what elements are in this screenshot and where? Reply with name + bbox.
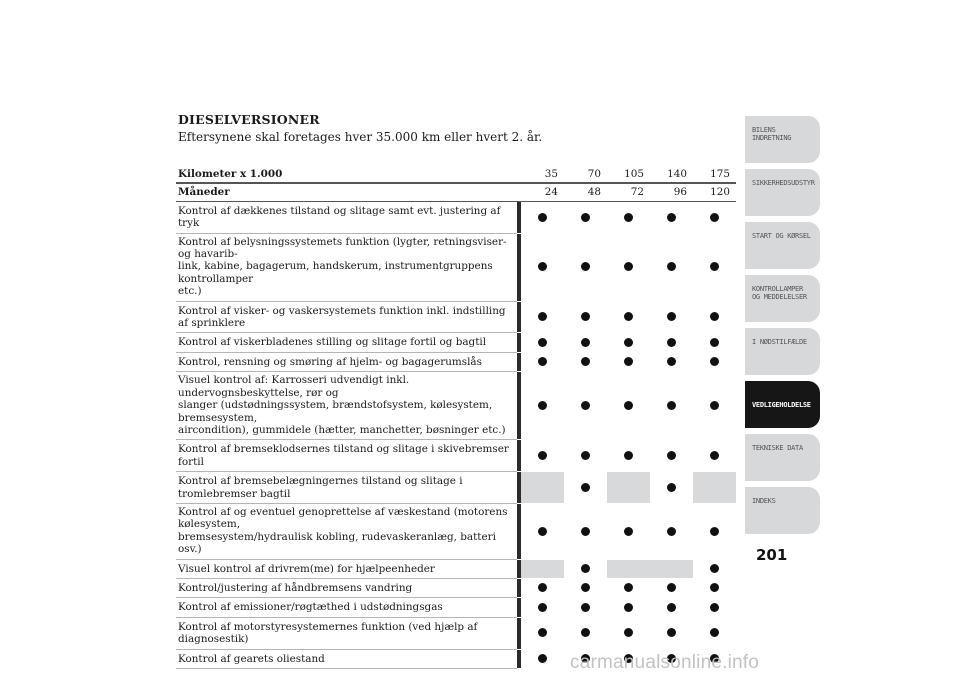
service-mark-cell bbox=[650, 578, 693, 597]
bullet-icon bbox=[667, 213, 676, 222]
service-mark-cell bbox=[693, 617, 736, 649]
service-mark-cell bbox=[521, 233, 564, 301]
table-row bbox=[176, 598, 736, 617]
service-mark-cell bbox=[521, 352, 564, 371]
bullet-icon bbox=[581, 312, 590, 321]
bullet-icon bbox=[581, 357, 590, 366]
bullet-icon bbox=[624, 451, 633, 460]
service-mark-cell bbox=[650, 472, 693, 504]
bullet-icon bbox=[667, 628, 676, 637]
service-mark-cell bbox=[650, 372, 693, 440]
header-value: 70 bbox=[564, 166, 607, 183]
bullet-icon bbox=[624, 262, 633, 271]
service-mark-cell bbox=[650, 598, 693, 617]
task-label: Kontrol af visker- og vaskersystemets funktion inkl. indstilling af sprinklere bbox=[176, 301, 517, 333]
header-value: 96 bbox=[650, 183, 693, 201]
bullet-icon bbox=[538, 312, 547, 321]
bullet-icon bbox=[624, 527, 633, 536]
page-number: 201 bbox=[756, 546, 788, 564]
header-row-kilometers bbox=[176, 166, 736, 183]
service-mark-cell bbox=[564, 201, 607, 233]
task-label: Visuel kontrol af: Karrosseri udvendigt inkl. undervognsbeskyttelse, rør og slanger (udstødningssystem, brændstofsystem, kølesystem, bremsesystem, aircondition), gummidele (hætter, manchetter, bøsninger etc.) bbox=[176, 372, 517, 440]
bullet-icon bbox=[538, 583, 547, 592]
bullet-icon bbox=[581, 483, 590, 492]
bullet-icon bbox=[667, 451, 676, 460]
table-row bbox=[176, 372, 736, 440]
service-mark-cell bbox=[521, 372, 564, 440]
header-row-months bbox=[176, 183, 736, 201]
bullet-icon bbox=[538, 357, 547, 366]
table-row bbox=[176, 233, 736, 301]
service-mark-cell bbox=[693, 578, 736, 597]
header-value: 105 bbox=[607, 166, 650, 183]
service-mark-cell bbox=[693, 333, 736, 352]
service-mark-cell bbox=[607, 503, 650, 559]
table-row bbox=[176, 352, 736, 371]
bullet-icon bbox=[667, 357, 676, 366]
header-value: 48 bbox=[564, 183, 607, 201]
bullet-icon bbox=[624, 401, 633, 410]
task-label: Kontrol af bremsebelægningernes tilstand og slitage i tromlebremser bagtil bbox=[176, 472, 517, 504]
bullet-icon bbox=[538, 401, 547, 410]
bullet-icon bbox=[667, 603, 676, 612]
chapter-tab-5[interactable]: I NØDSTILFÆLDE bbox=[745, 328, 820, 375]
task-label: Kontrol af og eventuel genoprettelse af væskestand (motorens kølesystem, bremsesystem/hydraulisk kobling, rudevaskeranlæg, batteri osv.) bbox=[176, 503, 517, 559]
service-mark-cell bbox=[521, 301, 564, 333]
service-mark-cell bbox=[564, 440, 607, 472]
empty-mark-cell bbox=[521, 559, 564, 578]
bullet-icon bbox=[667, 262, 676, 271]
maintenance-schedule-table bbox=[176, 166, 736, 669]
service-mark-cell bbox=[607, 372, 650, 440]
service-mark-cell bbox=[521, 649, 564, 668]
service-mark-cell bbox=[650, 333, 693, 352]
bullet-icon bbox=[710, 527, 719, 536]
task-label: Kontrol af emissioner/røgtæthed i udstødningsgas bbox=[176, 598, 517, 617]
service-mark-cell bbox=[564, 559, 607, 578]
bullet-icon bbox=[581, 338, 590, 347]
bullet-icon bbox=[581, 262, 590, 271]
bullet-icon bbox=[624, 583, 633, 592]
chapter-tabs bbox=[745, 116, 820, 540]
bullet-icon bbox=[710, 262, 719, 271]
section-subheading: Eftersynene skal foretages hver 35.000 km eller hvert 2. år. bbox=[178, 130, 543, 144]
service-mark-cell bbox=[693, 440, 736, 472]
bullet-icon bbox=[710, 451, 719, 460]
chapter-tab-7[interactable]: TEKNISKE DATA bbox=[745, 434, 820, 481]
header-value: 24 bbox=[521, 183, 564, 201]
empty-mark-cell bbox=[607, 559, 650, 578]
service-mark-cell bbox=[607, 578, 650, 597]
bullet-icon bbox=[667, 483, 676, 492]
bullet-icon bbox=[581, 628, 590, 637]
bullet-icon bbox=[667, 527, 676, 536]
bullet-icon bbox=[581, 213, 590, 222]
service-mark-cell bbox=[607, 201, 650, 233]
service-mark-cell bbox=[521, 440, 564, 472]
task-label: Kontrol af belysningssystemets funktion (lygter, retningsviser- og havarib- link, kabine, bagagerum, handskerum, instrumentgruppens kontrollamper etc.) bbox=[176, 233, 517, 301]
bullet-icon bbox=[624, 603, 633, 612]
service-mark-cell bbox=[650, 301, 693, 333]
table-row bbox=[176, 578, 736, 597]
bullet-icon bbox=[710, 338, 719, 347]
bullet-icon bbox=[538, 654, 547, 663]
task-label: Kontrol af viskerbladenes stilling og slitage fortil og bagtil bbox=[176, 333, 517, 352]
header-value: 72 bbox=[607, 183, 650, 201]
bullet-icon bbox=[581, 401, 590, 410]
service-mark-cell bbox=[564, 503, 607, 559]
task-label: Kontrol af gearets oliestand bbox=[176, 649, 517, 668]
bullet-icon bbox=[710, 603, 719, 612]
service-mark-cell bbox=[564, 301, 607, 333]
service-mark-cell bbox=[693, 372, 736, 440]
task-label: Kontrol af bremseklodsernes tilstand og slitage i skivebremser fortil bbox=[176, 440, 517, 472]
bullet-icon bbox=[667, 338, 676, 347]
chapter-tab-6[interactable]: VEDLIGEHOLDELSE bbox=[745, 381, 820, 428]
bullet-icon bbox=[538, 213, 547, 222]
service-mark-cell bbox=[607, 352, 650, 371]
service-mark-cell bbox=[650, 233, 693, 301]
header-value: 175 bbox=[693, 166, 736, 183]
chapter-tab-3[interactable]: START OG KØRSEL bbox=[745, 222, 820, 269]
table-row bbox=[176, 503, 736, 559]
service-mark-cell bbox=[693, 503, 736, 559]
table-row bbox=[176, 617, 736, 649]
service-mark-cell bbox=[564, 598, 607, 617]
service-mark-cell bbox=[607, 333, 650, 352]
service-mark-cell bbox=[607, 617, 650, 649]
bullet-icon bbox=[581, 583, 590, 592]
task-label: Kontrol af dækkenes tilstand og slitage samt evt. justering af tryk bbox=[176, 201, 517, 233]
service-mark-cell bbox=[607, 233, 650, 301]
bullet-icon bbox=[624, 213, 633, 222]
service-mark-cell bbox=[564, 472, 607, 504]
bullet-icon bbox=[624, 338, 633, 347]
bullet-icon bbox=[538, 603, 547, 612]
bullet-icon bbox=[710, 583, 719, 592]
service-mark-cell bbox=[693, 233, 736, 301]
service-mark-cell bbox=[693, 201, 736, 233]
bullet-icon bbox=[624, 628, 633, 637]
table-row bbox=[176, 559, 736, 578]
task-label: Visuel kontrol af drivrem(me) for hjælpeenheder bbox=[176, 559, 517, 578]
section-heading: DIESELVERSIONER bbox=[178, 112, 320, 127]
service-mark-cell bbox=[521, 503, 564, 559]
header-value: 35 bbox=[521, 166, 564, 183]
empty-mark-cell bbox=[693, 472, 736, 504]
service-mark-cell bbox=[650, 201, 693, 233]
bullet-icon bbox=[538, 338, 547, 347]
bullet-icon bbox=[581, 451, 590, 460]
header-value: 140 bbox=[650, 166, 693, 183]
bullet-icon bbox=[538, 527, 547, 536]
bullet-icon bbox=[581, 564, 590, 573]
service-mark-cell bbox=[607, 301, 650, 333]
bullet-icon bbox=[710, 213, 719, 222]
header-value: 120 bbox=[693, 183, 736, 201]
table-row bbox=[176, 201, 736, 233]
service-mark-cell bbox=[693, 301, 736, 333]
service-mark-cell bbox=[564, 233, 607, 301]
service-mark-cell bbox=[607, 598, 650, 617]
bullet-icon bbox=[710, 401, 719, 410]
service-mark-cell bbox=[564, 617, 607, 649]
empty-mark-cell bbox=[607, 472, 650, 504]
service-mark-cell bbox=[521, 201, 564, 233]
service-mark-cell bbox=[521, 578, 564, 597]
header-label: Måneder bbox=[176, 183, 517, 201]
bullet-icon bbox=[538, 262, 547, 271]
watermark: carmanualsonline.info bbox=[570, 652, 760, 673]
empty-mark-cell bbox=[650, 559, 693, 578]
bullet-icon bbox=[710, 312, 719, 321]
service-mark-cell bbox=[693, 352, 736, 371]
bullet-icon bbox=[624, 312, 633, 321]
chapter-tab-4[interactable]: KONTROLLAMPER OG MEDDELELSER bbox=[745, 275, 820, 322]
service-mark-cell bbox=[564, 333, 607, 352]
bullet-icon bbox=[581, 603, 590, 612]
table-row bbox=[176, 333, 736, 352]
bullet-icon bbox=[624, 357, 633, 366]
service-mark-cell bbox=[650, 503, 693, 559]
service-mark-cell bbox=[693, 598, 736, 617]
service-mark-cell bbox=[650, 440, 693, 472]
bullet-icon bbox=[710, 628, 719, 637]
task-label: Kontrol/justering af håndbremsens vandring bbox=[176, 578, 517, 597]
service-mark-cell bbox=[693, 559, 736, 578]
chapter-tab-1[interactable]: BILENS INDRETNING bbox=[745, 116, 820, 163]
service-mark-cell bbox=[607, 440, 650, 472]
table-row bbox=[176, 440, 736, 472]
chapter-tab-8[interactable]: INDEKS bbox=[745, 487, 820, 534]
service-mark-cell bbox=[650, 617, 693, 649]
service-mark-cell bbox=[521, 333, 564, 352]
bullet-icon bbox=[538, 628, 547, 637]
bullet-icon bbox=[538, 451, 547, 460]
task-label: Kontrol, rensning og smøring af hjelm- og bagagerumslås bbox=[176, 352, 517, 371]
table-row bbox=[176, 472, 736, 504]
chapter-tab-2[interactable]: SIKKERHEDSUDSTYR bbox=[745, 169, 820, 216]
bullet-icon bbox=[667, 312, 676, 321]
bullet-icon bbox=[710, 564, 719, 573]
table-row bbox=[176, 301, 736, 333]
service-mark-cell bbox=[564, 352, 607, 371]
bullet-icon bbox=[581, 527, 590, 536]
bullet-icon bbox=[710, 357, 719, 366]
bullet-icon bbox=[667, 401, 676, 410]
task-label: Kontrol af motorstyresystemernes funktion (ved hjælp af diagnosestik) bbox=[176, 617, 517, 649]
service-mark-cell bbox=[650, 352, 693, 371]
header-label: Kilometer x 1.000 bbox=[176, 166, 517, 183]
service-mark-cell bbox=[564, 578, 607, 597]
service-mark-cell bbox=[564, 372, 607, 440]
empty-mark-cell bbox=[521, 472, 564, 504]
bullet-icon bbox=[667, 583, 676, 592]
service-mark-cell bbox=[521, 598, 564, 617]
service-mark-cell bbox=[521, 617, 564, 649]
